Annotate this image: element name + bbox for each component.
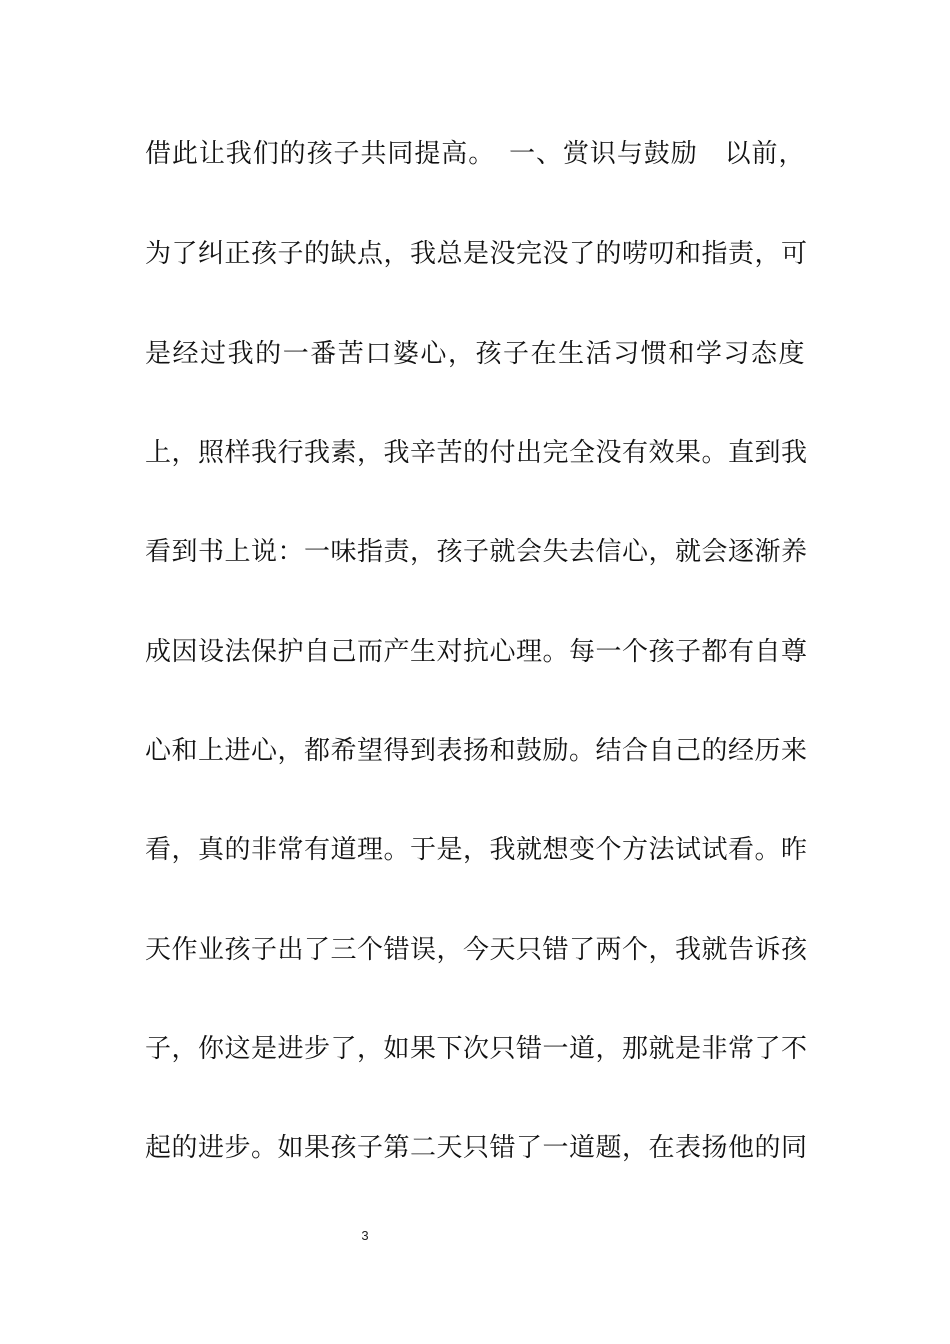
page-number: 3 (361, 1228, 369, 1243)
body-text-line: 看到书上说：一味指责，孩子就会失去信心，就会逐渐养 (145, 537, 808, 567)
body-text-line: 看，真的非常有道理。于是，我就想变个方法试试看。昨 (145, 835, 808, 865)
body-text-line: 借此让我们的孩子共同提高。 一、赏识与鼓励 以前， (145, 139, 805, 169)
body-text-line: 天作业孩子出了三个错误，今天只错了两个，我就告诉孩 (145, 935, 808, 965)
body-text-line: 为了纠正孩子的缺点，我总是没完没了的唠叨和指责，可 (145, 239, 808, 269)
body-text-line: 是经过我的一番苦口婆心，孩子在生活习惯和学习态度 (145, 339, 805, 369)
body-text-line: 起的进步。如果孩子第二天只错了一道题，在表扬他的同 (145, 1133, 808, 1163)
body-text-line: 成因设法保护自己而产生对抗心理。每一个孩子都有自尊 (145, 637, 808, 667)
body-text-line: 心和上进心，都希望得到表扬和鼓励。结合自己的经历来 (145, 736, 808, 766)
body-text-line: 上，照样我行我素，我辛苦的付出完全没有效果。直到我 (145, 438, 808, 468)
body-text-line: 子，你这是进步了，如果下次只错一道，那就是非常了不 (145, 1034, 808, 1064)
